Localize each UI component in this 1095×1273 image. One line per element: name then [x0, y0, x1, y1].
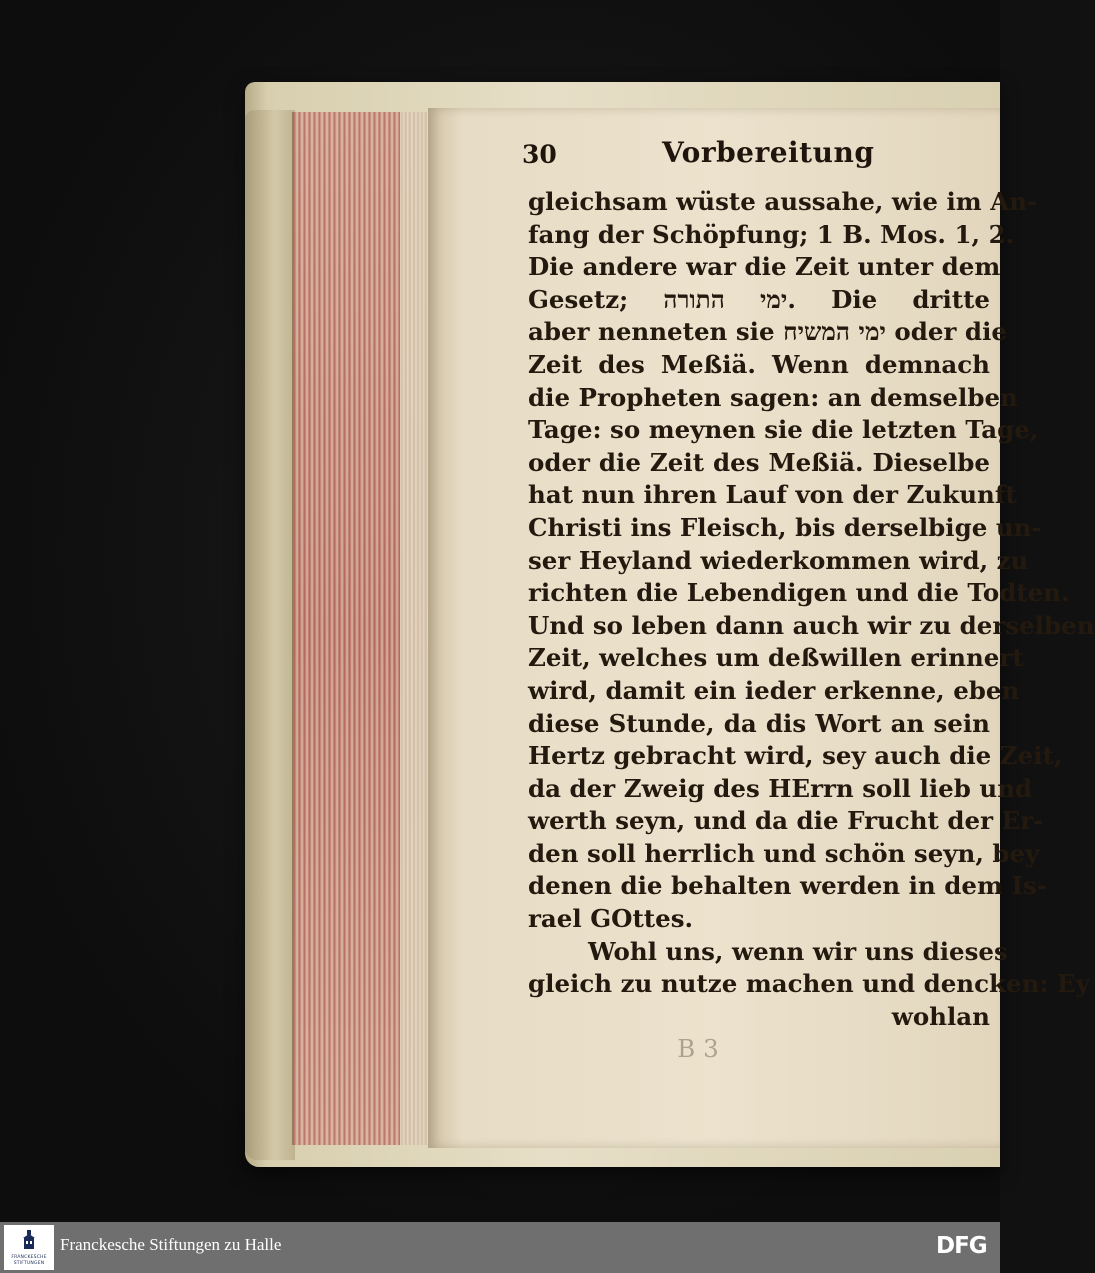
logo-text: FRANCKESCHE STIFTUNGEN	[11, 1255, 47, 1266]
footer-bar	[0, 1222, 1000, 1273]
book-spine	[245, 110, 295, 1160]
text-line: den soll herrlich und schön seyn, bey	[528, 838, 1040, 868]
text-line: gleichsam wüste aussahe, wie im An-	[528, 187, 1038, 216]
orphanage-emblem-icon	[21, 1230, 37, 1250]
institution-name: Franckesche Stiftungen zu Halle	[60, 1235, 282, 1254]
page-header	[522, 136, 892, 180]
text-line: aber nenneten sie ימי המשיח oder die	[528, 317, 1007, 347]
text-line: die Propheten sagen: an demselben	[528, 382, 1018, 412]
text-line: denen die behalten werden in dem Is-	[528, 871, 1047, 901]
page-body	[528, 186, 1095, 1066]
text-line: Christi ins Fleisch, bis derselbige un-	[528, 512, 1042, 542]
catchword: wohlan	[891, 1001, 990, 1031]
text-line: Gesetz; ימי התורה. Die dritte	[528, 284, 990, 314]
text-line: Tage: so meynen sie die letzten Tage,	[528, 415, 1039, 445]
text-line: gleich zu nutze machen und dencken: Ey	[528, 969, 1090, 999]
dfg-logo: DFG	[936, 1233, 987, 1259]
text-line: da der Zweig des HErrn soll lieb und	[528, 773, 1033, 803]
text-line: diese Stunde, da dis Wort an sein	[528, 708, 990, 738]
text-line: werth seyn, und da die Frucht der Er-	[528, 806, 1044, 836]
text-line: wird, damit ein ieder erkenne, eben	[528, 675, 1020, 705]
running-head: Vorbereitung	[662, 136, 875, 169]
text-line: oder die Zeit des Meßiä. Dieselbe	[528, 447, 990, 477]
page-number: 30	[522, 140, 557, 169]
text-line: hat nun ihren Lauf von der Zukunft	[528, 480, 1017, 510]
text-line: Zeit, welches um deßwillen erinnert	[528, 643, 1024, 673]
text-line: ser Heyland wiederkommen wird, zu	[528, 545, 1029, 575]
text-line: Wohl uns, wenn wir uns dieses	[588, 936, 1008, 966]
text-line: Die andere war die Zeit unter dem	[528, 252, 1001, 282]
text-line: Hertz gebracht wird, sey auch die Zeit,	[528, 741, 1063, 771]
institution-logo	[4, 1225, 54, 1270]
text-line: fang der Schöpfung; 1 B. Mos. 1, 2.	[528, 219, 1015, 249]
text-line: Zeit des Meßiä. Wenn demnach	[528, 349, 990, 379]
signature-mark: B 3	[677, 1034, 719, 1064]
text-line: richten die Lebendigen und die Todten.	[528, 578, 1070, 608]
text-line: Und so leben dann auch wir zu derselben	[528, 610, 1095, 640]
text-line: rael GOttes.	[528, 904, 694, 934]
